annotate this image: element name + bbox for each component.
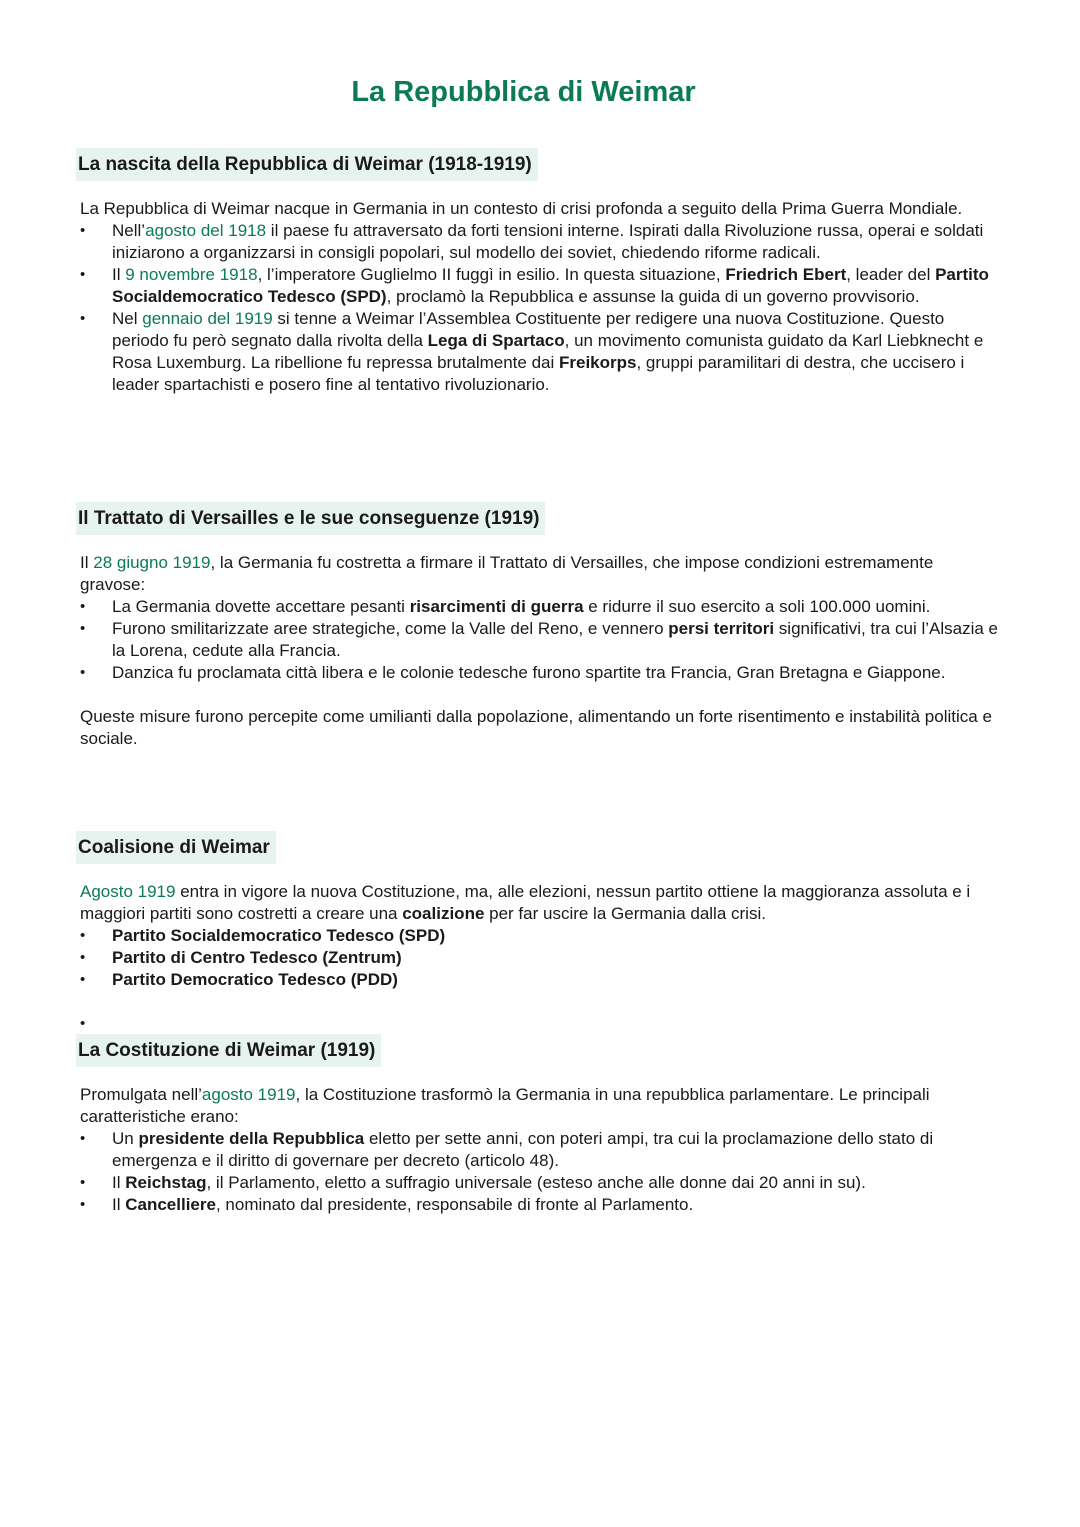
bold-term: presidente della Repubblica: [138, 1129, 365, 1148]
bold-term: Friedrich Ebert: [725, 265, 847, 284]
paragraph: Agosto 1919 entra in vigore la nuova Costituzione, ma, alle elezioni, nessun partito ottiene la maggioranza assoluta e i maggiori partiti sono costretti a creare una coalizione per far uscire la Germania dalla crisi.: [80, 882, 971, 923]
page-title: La Repubblica di Weimar: [351, 76, 696, 108]
date-highlight: agosto del 1918: [145, 221, 267, 240]
bold-term: Reichstag: [125, 1173, 207, 1192]
paragraph: Queste misure furono percepite come umilianti dalla popolazione, alimentando un forte risentimento e instabilità politica e sociale.: [80, 707, 992, 748]
list-item: • La Germania dovette accettare pesanti risarcimenti di guerra e ridurre il suo esercito a soli 100.000 uomini.: [80, 596, 1000, 618]
bullet-list: [80, 596, 1000, 684]
bold-term: Lega di Spartaco: [427, 331, 565, 350]
section-weimar-coalition: [80, 831, 1000, 991]
list-item: • Il Reichstag, il Parlamento, eletto a suffragio universale (esteso anche alle donne dai 20 anni in su).: [80, 1172, 1000, 1194]
bold-term: Freikorps: [558, 353, 637, 372]
list-item: • Danzica fu proclamata città libera e le colonie tedesche furono spartite tra Francia, Gran Bretagna e Giappone.: [80, 662, 1000, 684]
bullet-list: [80, 220, 1000, 396]
section-body: [80, 881, 1000, 991]
paragraph: Il 28 giugno 1919, la Germania fu costretta a firmare il Trattato di Versailles, che impose condizioni estremamente gravose:: [80, 553, 934, 594]
date-highlight: gennaio del 1919: [142, 309, 273, 328]
list-item: • Partito di Centro Tedesco (Zentrum): [80, 947, 1000, 969]
list-item: • Nell’agosto del 1918 il paese fu attraversato da forti tensioni interne. Ispirati dalla Rivoluzione russa, operai e soldati iniziarono a organizzarsi in consigli popolari, sul modello dei soviet, chiedendo riforme radicali.: [80, 220, 1000, 264]
bullet-list: [80, 1128, 1000, 1216]
section-heading: Il Trattato di Versailles e le sue conseguenze (1919): [76, 502, 545, 535]
section-heading: La Costituzione di Weimar (1919): [76, 1034, 381, 1067]
list-item: • Il 9 novembre 1918, l’imperatore Guglielmo II fuggì in esilio. In questa situazione, Friedrich Ebert, leader del Partito Socialdemocratico Tedesco (SPD), proclamò la Repubblica e assunse la guida di un governo provvisorio.: [80, 264, 1000, 308]
list-item: • Partito Socialdemocratico Tedesco (SPD): [80, 925, 1000, 947]
date-highlight: 9 novembre 1918: [125, 265, 258, 284]
date-highlight: agosto 1919: [201, 1085, 296, 1104]
section-body: [80, 1084, 1000, 1216]
list-item: • Un presidente della Repubblica eletto per sette anni, con poteri ampi, tra cui la proclamazione dello stato di emergenza e il diritto di governare per decreto (articolo 48).: [80, 1128, 1000, 1172]
paragraph: La Repubblica di Weimar nacque in Germania in un contesto di crisi profonda a seguito della Prima Guerra Mondiale.: [80, 199, 963, 218]
bold-term: Partito Socialdemocratico Tedesco (SPD): [112, 265, 989, 306]
section-body: [80, 552, 1000, 750]
paragraph: Promulgata nell’agosto 1919, la Costituzione trasformò la Germania in una repubblica parlamentare. Le principali caratteristiche erano:: [80, 1085, 930, 1126]
date-highlight: Agosto 1919: [80, 882, 176, 901]
bold-term: Cancelliere: [125, 1195, 216, 1214]
list-item: • Nel gennaio del 1919 si tenne a Weimar l’Assemblea Costituente per redigere una nuova Costituzione. Questo periodo fu però segnato dalla rivolta della Lega di Spartaco, un movimento comunista guidato da Karl Liebknecht e Rosa Luxemburg. La ribellione fu repressa brutalmente dai Freikorps, gruppi paramilitari di destra, che uccisero i leader spartachisti e posero fine al tentativo rivoluzionario.: [80, 308, 1000, 396]
section-birth-of-republic: [80, 148, 1000, 396]
section-body: [80, 198, 1000, 396]
date-highlight: 28 giugno 1919: [93, 553, 211, 572]
section-heading: Coalisione di Weimar: [76, 831, 276, 864]
list-item: • Furono smilitarizzate aree strategiche, come la Valle del Reno, e vennero persi territori significativi, tra cui l’Alsazia e la Lorena, cedute alla Francia.: [80, 618, 1000, 662]
list-item: • Il Cancelliere, nominato dal presidente, responsabile di fronte al Parlamento.: [80, 1194, 1000, 1216]
bold-term: coalizione: [402, 904, 485, 923]
section-weimar-constitution: [80, 1034, 1000, 1216]
stray-bullet: •: [80, 1015, 86, 1032]
bold-term: risarcimenti di guerra: [409, 597, 584, 616]
bold-term: persi territori: [668, 619, 775, 638]
section-versailles-treaty: [80, 502, 1000, 750]
section-heading: La nascita della Repubblica di Weimar (1918-1919): [76, 148, 538, 181]
list-item: • Partito Democratico Tedesco (PDD): [80, 969, 1000, 991]
party-list: [80, 925, 1000, 991]
